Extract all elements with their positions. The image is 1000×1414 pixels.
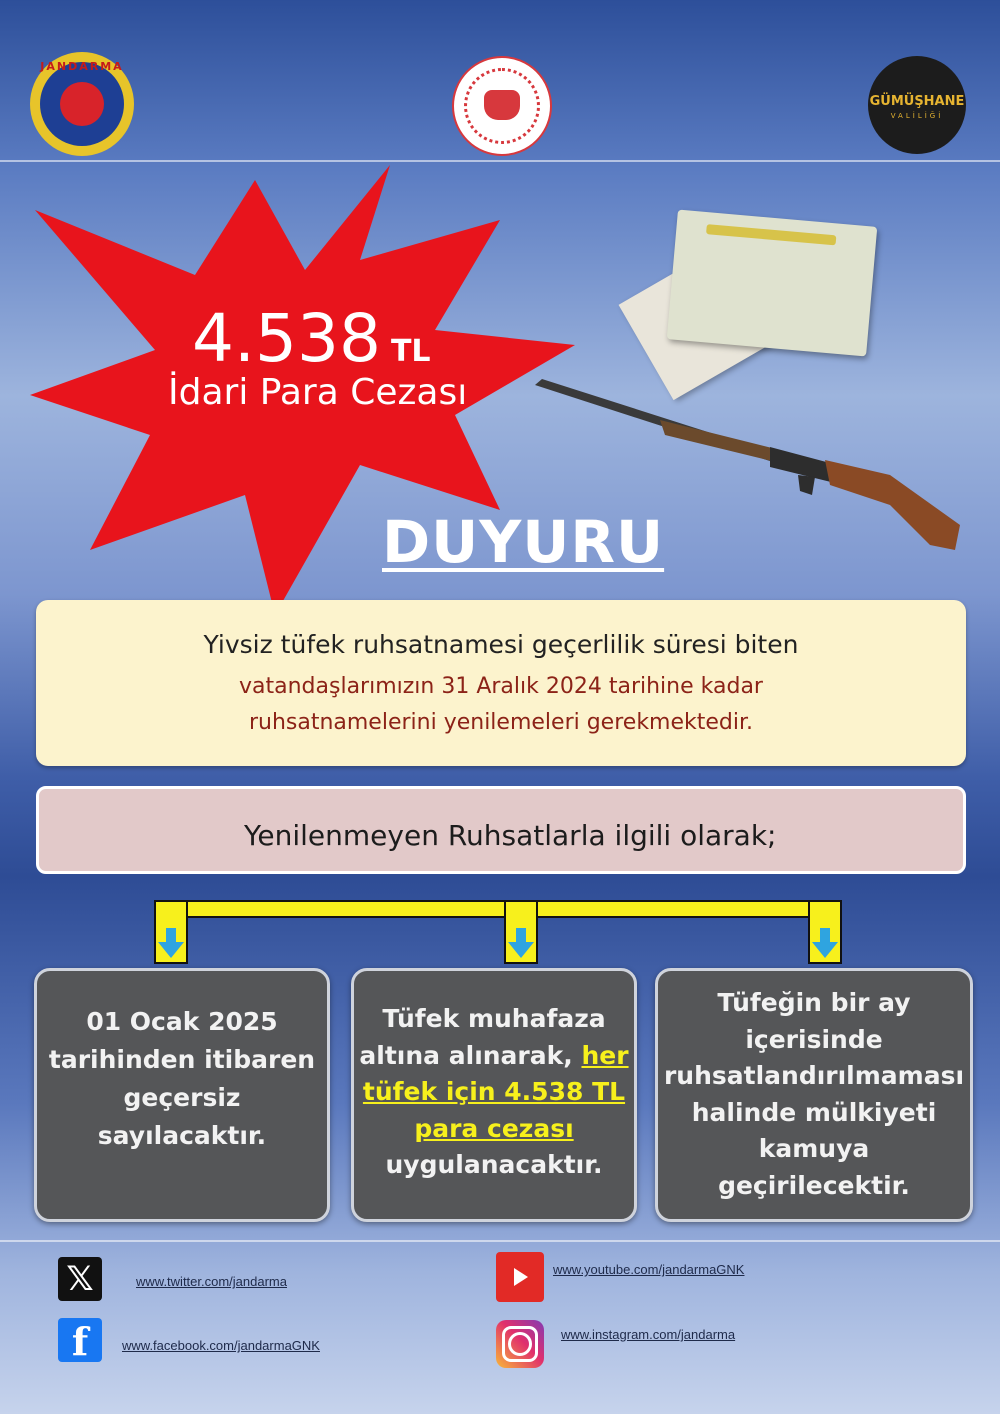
info-line-3: ruhsatnamelerini yenilemeleri gerekmektedir.: [248, 710, 754, 735]
card-fine: [351, 968, 637, 1222]
divider-top: [0, 160, 1000, 162]
announcement-title: DUYURU: [382, 508, 665, 576]
arrow-stem-left: [166, 928, 176, 942]
instagram-link[interactable]: www.instagram.com/jandarma: [561, 1327, 736, 1342]
twitter-link[interactable]: www.twitter.com/jandarma: [136, 1274, 287, 1289]
instagram-icon[interactable]: [496, 1320, 544, 1368]
down-arrow-icon: [508, 942, 534, 958]
card-invalid-date: [34, 968, 330, 1222]
down-arrow-icon: [158, 942, 184, 958]
connector-bar: [154, 900, 842, 918]
arrow-stem-middle: [516, 928, 526, 942]
card-3-line: Tüfeğin bir ay: [717, 988, 911, 1017]
x-twitter-icon[interactable]: 𝕏: [58, 1257, 102, 1301]
jandarma-logo: [30, 52, 134, 156]
card-2-line: uygulanacaktır.: [385, 1150, 603, 1179]
facebook-icon[interactable]: f: [58, 1318, 102, 1362]
youtube-link[interactable]: www.youtube.com/jandarmaGNK: [553, 1262, 745, 1277]
section-heading-box: [36, 786, 966, 874]
youtube-icon[interactable]: [496, 1252, 544, 1302]
down-arrow-icon: [812, 942, 838, 958]
card-3-line: geçirilecektir.: [718, 1170, 910, 1200]
divider-bottom: [0, 1240, 1000, 1242]
info-line-1: Yivsiz tüfek ruhsatnamesi geçerlilik süresi biten: [203, 630, 799, 659]
card-2-highlight: her: [581, 1040, 629, 1070]
fine-amount-value: 4.538: [192, 300, 381, 377]
fine-currency: TL: [390, 334, 431, 369]
card-1-line: 01 Ocak 2025: [86, 1007, 278, 1036]
arrow-stem-right: [820, 928, 830, 942]
fine-label: İdari Para Cezası: [168, 372, 468, 413]
governor-logo-subtitle: VALİLİĞİ: [890, 112, 944, 120]
card-3-line: halinde mülkiyeti: [691, 1097, 937, 1127]
card-confiscation: [655, 968, 973, 1222]
card-2-line: [354, 1038, 634, 1075]
card-3-line: içerisinde: [745, 1024, 883, 1054]
card-2-text: altına alınarak,: [359, 1040, 582, 1070]
info-line-2: vatandaşlarımızın 31 Aralık 2024 tarihine kadar: [239, 674, 763, 699]
facebook-link[interactable]: www.facebook.com/jandarmaGNK: [122, 1338, 320, 1353]
card-2-line: Tüfek muhafaza: [382, 1004, 606, 1033]
gumushane-governorship-logo: [868, 56, 966, 154]
card-1-line: tarihinden itibaren: [48, 1045, 316, 1074]
card-3-line: kamuya: [758, 1134, 870, 1163]
card-2-highlight: tüfek için 4.538 TL: [362, 1077, 626, 1106]
info-box: [36, 600, 966, 766]
governor-logo-name: GÜMÜŞHANE: [869, 94, 965, 109]
ministry-seal-logo: [452, 56, 552, 156]
jandarma-logo-text: JANDARMA: [40, 60, 124, 73]
card-1-line: sayılacaktır.: [97, 1121, 267, 1150]
card-2-highlight: para cezası: [414, 1113, 574, 1143]
license-card-image: [667, 210, 878, 357]
fine-amount: [192, 300, 431, 377]
section-heading: Yenilenmeyen Ruhsatlarla ilgili olarak;: [244, 819, 777, 852]
card-3-line: ruhsatlandırılmaması: [663, 1061, 965, 1090]
card-1-line: geçersiz: [123, 1083, 241, 1112]
